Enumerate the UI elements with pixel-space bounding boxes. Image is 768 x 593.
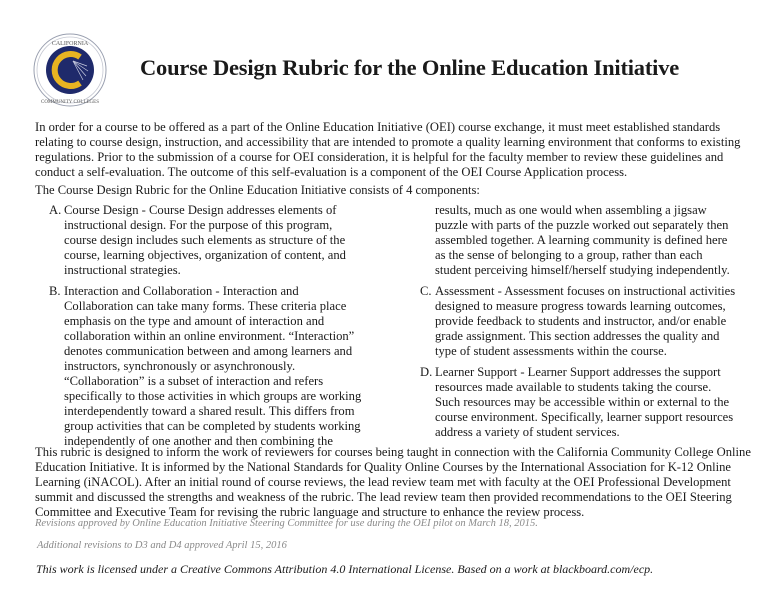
text-line: Learning (iNACOL). After an initial round of course reviews, the lead review team met with faculty at the OEI Professional Development xyxy=(35,475,731,489)
component-b-text xyxy=(64,284,361,449)
text-line: grade assignment. This section addresses the quality and xyxy=(435,329,720,343)
text-line: puzzle with parts of the puzzle worked out separately then xyxy=(435,218,729,232)
california-community-colleges-seal xyxy=(33,33,107,107)
text-line: instructional strategies. xyxy=(64,263,181,277)
text-line: Learner Support - Learner Support addresses the support xyxy=(435,365,721,379)
components-intro: The Course Design Rubric for the Online Education Initiative consists of 4 components: xyxy=(35,183,480,197)
component-b-continued xyxy=(435,203,730,278)
page-title: Course Design Rubric for the Online Education Initiative xyxy=(140,55,680,80)
text-line: In order for a course to be offered as a part of the Online Education Initiative (OEI) course exchange, it must meet established standards xyxy=(35,120,721,134)
revision-note-1: Revisions approved by Online Education Initiative Steering Committee for use during the OEI pilot on March 18, 2015. xyxy=(35,518,538,529)
text-line: Course Design - Course Design addresses elements of xyxy=(64,203,337,217)
text-line: relating to course design, instruction, and accessibility that are intended to promote a quality learning environment that conforms to existing xyxy=(35,135,741,149)
text-line: “Collaboration” is a subset of interaction and refers xyxy=(64,374,324,388)
revision-note-2: Additional revisions to D3 and D4 approved April 15, 2016 xyxy=(37,540,287,551)
text-line: independently of one another and then combining the xyxy=(64,434,333,448)
component-c-text xyxy=(435,284,735,359)
text-line: conduct a self-evaluation. The outcome of this self-evaluation is a component of the OEI Course Application process. xyxy=(35,165,628,179)
component-a-text xyxy=(64,203,346,278)
text-line: student perceiving himself/herself studying independently. xyxy=(435,263,730,277)
text-line: address a variety of student services. xyxy=(435,425,620,439)
component-d-label: D. xyxy=(420,365,433,379)
intro-paragraph xyxy=(35,120,740,180)
text-line: Education Initiative. It is informed by the National Standards for Quality Online Courses by the International Association for K-12 Online xyxy=(35,460,732,474)
text-line: as the sense of belonging to a group, rather than each xyxy=(435,248,703,262)
svg-text:CALIFORNIA: CALIFORNIA xyxy=(51,41,89,47)
text-line: resources made available to students taking the course. xyxy=(435,380,712,394)
text-line: emphasis on the type and amount of interaction and xyxy=(64,314,325,328)
text-line: Assessment - Assessment focuses on instructional activities xyxy=(435,284,736,298)
rubric-purpose-paragraph xyxy=(35,445,751,520)
text-line: Committee and Executive Team for revising the rubric language and structure to enhance the review process. xyxy=(35,505,585,519)
text-line: denotes communication between and among learners and xyxy=(64,344,353,358)
component-a xyxy=(49,203,346,278)
text-line: course design includes such elements as structure of the xyxy=(64,233,346,247)
license-notice: This work is licensed under a Creative Commons Attribution 4.0 International License. Based on a work at blackboard.com/ecp. xyxy=(36,562,654,576)
text-line: specifically to those activities in which groups are working xyxy=(64,389,362,403)
component-d-text xyxy=(435,365,733,440)
text-line: collaboration within an online environment. “Interaction” xyxy=(64,329,355,343)
text-line: provide feedback to students and instructor, and/or enable xyxy=(435,314,727,328)
component-b-label: B. xyxy=(49,284,61,298)
text-line: assembled together. A learning community is defined here xyxy=(435,233,728,247)
svg-text:COMMUNITY COLLEGES: COMMUNITY COLLEGES xyxy=(40,100,100,105)
component-d xyxy=(420,365,734,440)
text-line: results, much as one would when assembling a jigsaw xyxy=(435,203,707,217)
text-line: designed to measure progress towards learning outcomes, xyxy=(435,299,726,313)
text-line: Such resources may be accessible within or external to the xyxy=(435,395,730,409)
component-b-continued-text xyxy=(435,203,730,278)
text-line: instructors, synchronously or asynchronously. xyxy=(64,359,296,373)
text-line: course, learning objectives, organization of content, and xyxy=(64,248,346,262)
text-line: Collaboration can take many forms. These criteria place xyxy=(64,299,347,313)
component-c-label: C. xyxy=(420,284,432,298)
text-line: regulations. Prior to the submission of a course for OEI consideration, it is helpful for the faculty member to review these guidelines and xyxy=(35,150,724,164)
component-c xyxy=(420,284,736,359)
text-line: interdependently toward a shared result. This differs from xyxy=(64,404,355,418)
text-line: group activities that can be completed by students working xyxy=(64,419,361,433)
component-a-label: A. xyxy=(49,203,62,217)
text-line: summit and discussed the strengths and weakness of the rubric. The lead review team then provided recommendations to the OEI Steering xyxy=(35,490,732,504)
text-line: course environment. Specifically, learner support resources xyxy=(435,410,734,424)
text-line: This rubric is designed to inform the work of reviewers for courses being taught in connection with the California Community College Online xyxy=(35,445,751,459)
component-b xyxy=(49,284,362,449)
text-line: Interaction and Collaboration - Interaction and xyxy=(64,284,299,298)
text-line: instructional design. For the purpose of this program, xyxy=(64,218,333,232)
text-line: type of student assessments within the course. xyxy=(435,344,667,358)
